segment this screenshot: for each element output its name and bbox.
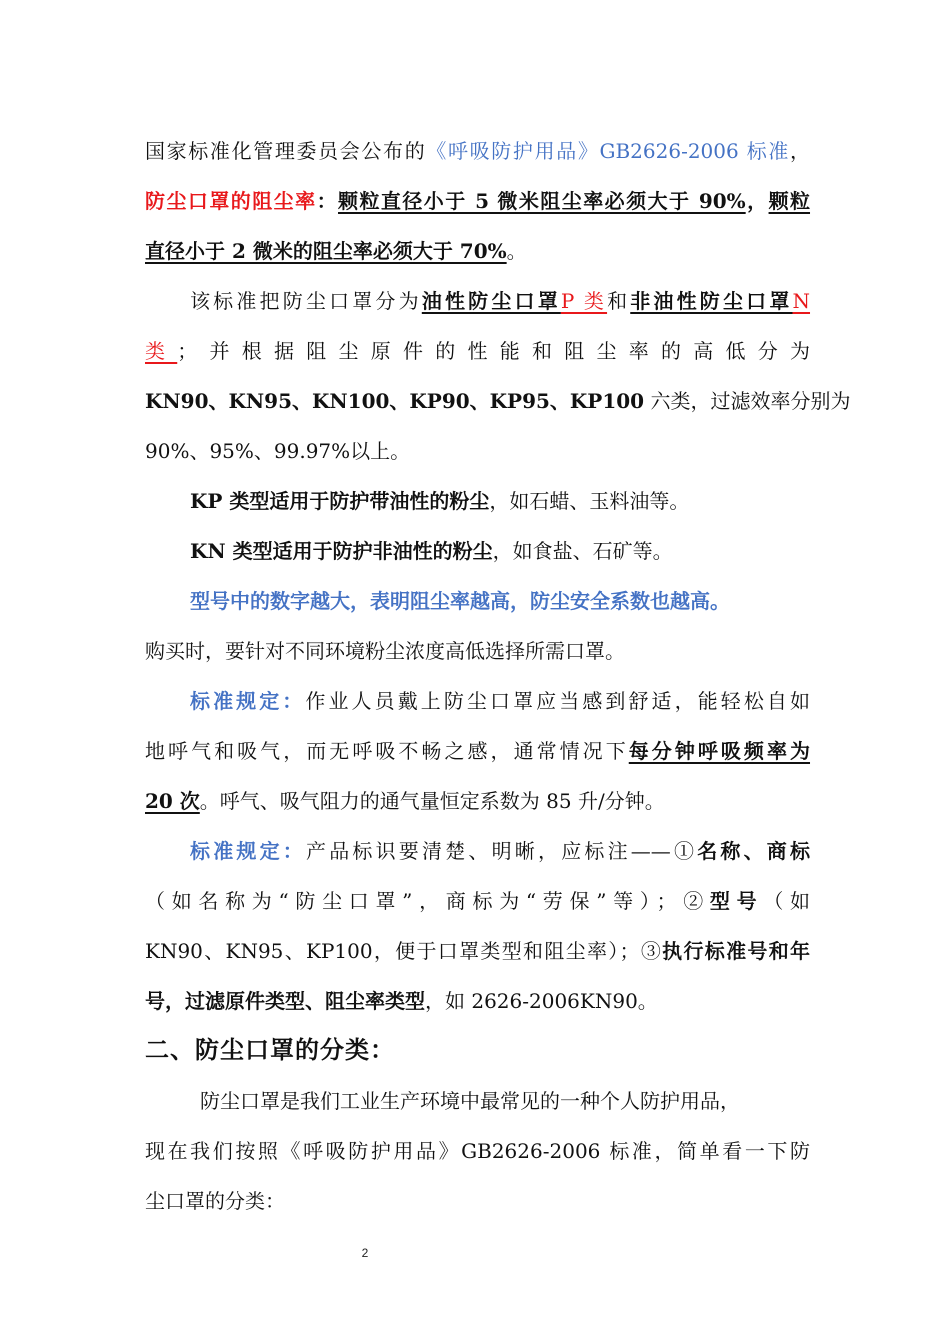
text-run: 地呼气和吸气，而无呼吸不畅之感，通常情况下 xyxy=(145,739,629,763)
paragraph-line xyxy=(145,131,810,171)
model-number-note-blue: 型号中的数字越大，表明阻尘率越高，防尘安全系数也越高。 xyxy=(190,589,730,613)
underlined-bold-text: 20 次 xyxy=(145,789,200,813)
text-run: 防尘口罩是我们工业生产环境中最常见的一种个人防护用品， xyxy=(200,1089,740,1113)
paragraph-line xyxy=(145,731,810,771)
paragraph-line xyxy=(145,931,810,971)
underlined-bold-text: 颗粒直径小于 5 微米阻尘率必须大于 90% xyxy=(338,189,746,213)
text-run: 产品标识要清楚、明晰，应标注——① xyxy=(306,839,698,863)
text-run: ，如 2626-2006KN90。 xyxy=(425,989,658,1013)
kn-usage-bold: KN 类型适用于防护非油性的粉尘 xyxy=(190,539,493,563)
text-run: ，如食盐、石矿等。 xyxy=(492,539,673,563)
paragraph-line xyxy=(190,531,810,571)
paragraph-line xyxy=(145,381,851,421)
underlined-bold-text: 直径小于 2 微米的阻尘率必须大于 70% xyxy=(145,239,507,263)
oil-mask-label: 油性防尘口罩 xyxy=(421,289,561,313)
section-heading: 二、防尘口罩的分类： xyxy=(145,1035,395,1064)
text-run: （如 xyxy=(763,889,811,913)
paragraph-line xyxy=(145,181,810,221)
text-run: （如名称为“防尘口罩”，商标为“劳保”等）；② xyxy=(145,889,710,913)
text-run: 该标准把防尘口罩分为 xyxy=(190,289,422,313)
paragraph-line xyxy=(200,1081,810,1121)
text-run: 。 xyxy=(506,239,527,263)
n-class-red: 类 xyxy=(145,339,178,363)
paragraph-line xyxy=(145,1181,810,1221)
page-number: 2 xyxy=(361,1246,369,1260)
underlined-bold-text: 颗粒 xyxy=(768,189,811,213)
text-run: ， xyxy=(745,189,769,213)
paragraph-line xyxy=(145,631,810,671)
dust-rate-label-red: 防尘口罩的阻尘率 xyxy=(145,189,317,213)
paragraph-line xyxy=(145,881,810,921)
standard-rule-label-blue: 标准规定： xyxy=(190,689,306,713)
text-run: 购买时，要针对不同环境粉尘浓度高低选择所需口罩。 xyxy=(145,639,625,663)
paragraph-line xyxy=(145,781,810,821)
non-oil-mask-label: 非油性防尘口罩 xyxy=(630,289,793,313)
paragraph-line xyxy=(190,481,810,521)
underlined-bold-text: 每分钟呼吸频率为 xyxy=(628,739,811,763)
text-run: 作业人员戴上防尘口罩应当感到舒适，能轻松自如 xyxy=(305,689,811,713)
paragraph-line xyxy=(145,231,810,271)
text-run: 。呼气、吸气阻力的通气量恒定系数为 85 升/分钟。 xyxy=(199,789,665,813)
paragraph-line xyxy=(190,681,810,721)
p-class-red: P 类 xyxy=(560,289,608,313)
paragraph-line xyxy=(145,331,810,371)
text-run: KN90、KN95、KP100，便于口罩类型和阻尘率）；③ xyxy=(145,939,663,963)
paragraph-line xyxy=(145,431,810,471)
bold-text: 型号 xyxy=(709,889,764,913)
text-run: 并根据阻尘原件的性能和阻尘率的高低分为 xyxy=(197,339,810,363)
text-run: ； xyxy=(177,339,198,363)
n-class-red: N xyxy=(792,289,811,313)
text-run: 现在我们按照《呼吸防护用品》GB2626-2006 标准，简单看一下防 xyxy=(145,1139,810,1163)
text-run: 国家标准化管理委员会公布的 xyxy=(145,139,427,163)
text-run: 90%、95%、99.97%以上。 xyxy=(145,439,411,463)
standard-title-blue: 《呼吸防护用品》GB2626-2006 标准 xyxy=(426,139,791,163)
bold-text: 名称、商标 xyxy=(697,839,811,863)
paragraph-line xyxy=(190,281,810,321)
kp-usage-bold: KP 类型适用于防护带油性的粉尘 xyxy=(190,489,490,513)
bold-text: 执行标准号和年 xyxy=(662,939,811,963)
text-run: 和 xyxy=(607,289,631,313)
model-list-bold: KN90、KN95、KN100、KP90、KP95、KP100 xyxy=(145,389,645,413)
text-run: ，如石蜡、玉料油等。 xyxy=(489,489,690,513)
paragraph-line xyxy=(190,831,810,871)
text-run: ： xyxy=(316,189,339,213)
paragraph-line xyxy=(145,1131,810,1171)
paragraph-line xyxy=(145,981,810,1021)
text-run: 尘口罩的分类： xyxy=(145,1189,285,1213)
text-run: ， xyxy=(790,139,811,163)
standard-rule-label-blue: 标准规定： xyxy=(190,839,306,863)
text-run: 六类，过滤效率分别为 xyxy=(644,389,851,413)
bold-text: 号，过滤原件类型、阻尘率类型 xyxy=(145,989,425,1013)
paragraph-line xyxy=(190,581,810,621)
